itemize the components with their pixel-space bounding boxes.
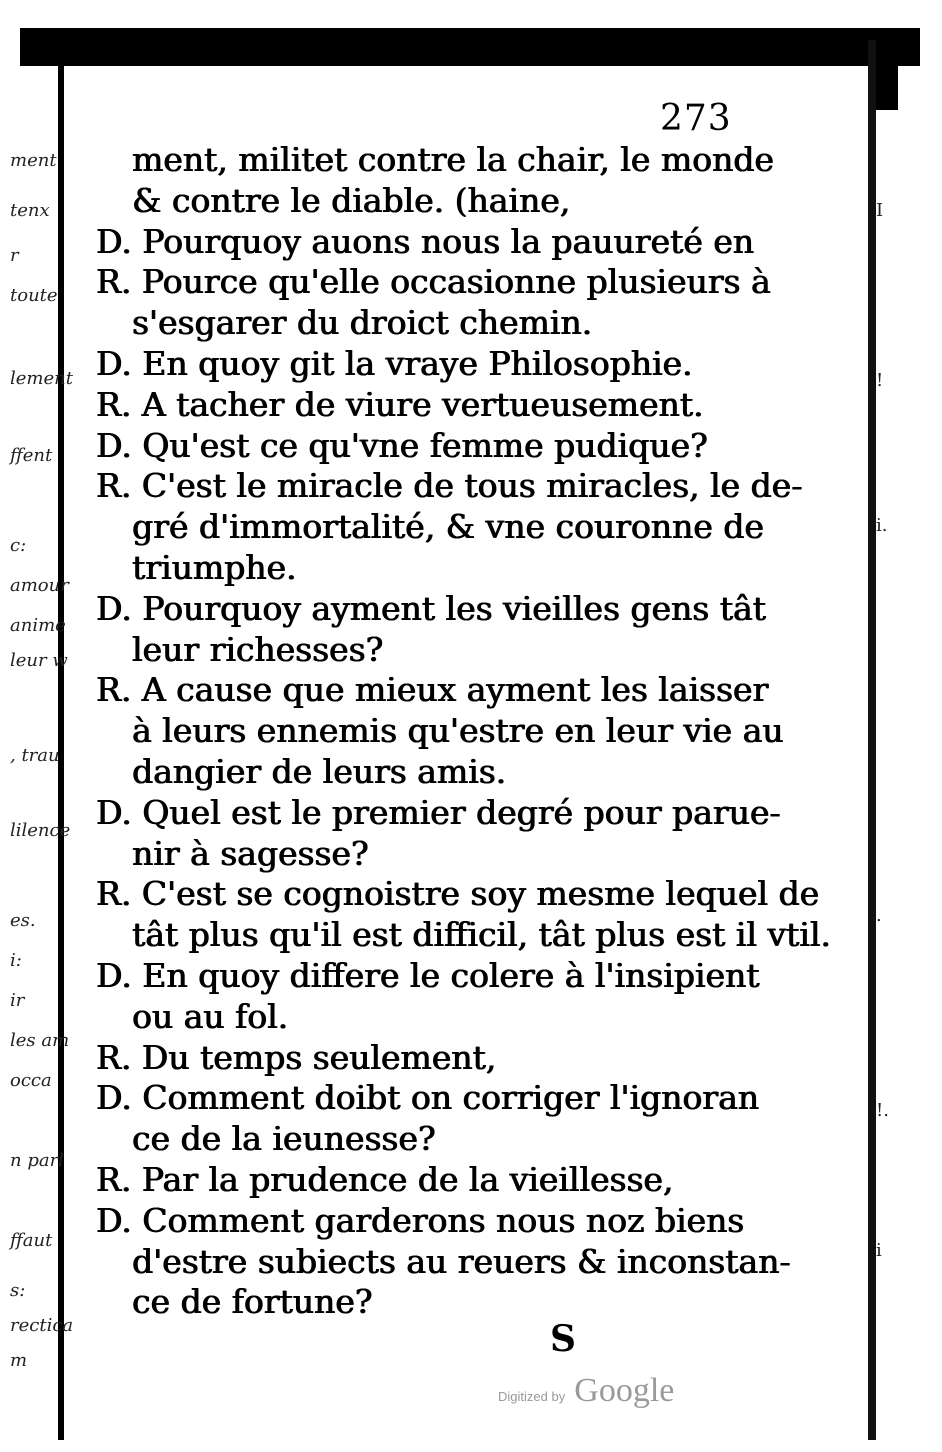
page-right-edge [868, 40, 876, 1440]
margin-fragment: i: [10, 950, 22, 971]
margin-fragment: s: [10, 1280, 26, 1301]
margin-fragment: es. [10, 910, 36, 931]
margin-fragment: i. [876, 515, 888, 536]
answer-line: R. A tacher de viure vertueusement. [96, 384, 704, 424]
margin-fragment: i [876, 1240, 882, 1261]
margin-fragment: r [10, 245, 19, 266]
question-line: D. Pourquoy auons nous la pauureté en [96, 221, 755, 261]
margin-fragment: m [10, 1350, 28, 1371]
text-line: gré d'immortalité, & vne couronne de [132, 507, 764, 547]
margin-fragment: amour [10, 575, 69, 596]
text-line: dangier de leurs amis. [132, 751, 507, 791]
margin-fragment: c: [10, 535, 27, 556]
margin-fragment: !. [876, 1100, 889, 1121]
signature-mark: S [550, 1318, 576, 1360]
text-line: d'estre subiects au reuers & inconstan- [132, 1241, 791, 1281]
text-line: ment, militet contre la chair, le monde [132, 140, 774, 179]
question-line: D. Quel est le premier degré pour parue- [96, 792, 781, 832]
answer-line: R. Du temps seulement, [96, 1037, 497, 1077]
question-line: D. Comment doibt on corriger l'ignoran [96, 1078, 760, 1118]
margin-fragment: anime [10, 615, 66, 636]
margin-fragment: lement [10, 368, 73, 389]
margin-fragment: lilence [10, 820, 71, 841]
text-line: & contre le diable. (haine, [132, 180, 571, 220]
margin-fragment: n parl [10, 1150, 64, 1171]
question-line: D. En quoy differe le colere à l'insipient [96, 955, 760, 995]
text-line: ce de fortune? [132, 1282, 373, 1322]
text-line: ce de la ieunesse? [132, 1119, 436, 1159]
margin-fragment: . [876, 905, 882, 926]
margin-fragment: I [876, 200, 884, 221]
text-line: tât plus qu'il est difficil, tât plus est il vtil. [132, 915, 831, 955]
scan-right-shadow [876, 40, 898, 110]
margin-fragment: les am [10, 1030, 70, 1051]
text-line: nir à sagesse? [132, 833, 369, 873]
margin-fragment: occa [10, 1070, 52, 1091]
answer-line: R. Par la prudence de la vieillesse, [96, 1159, 674, 1199]
margin-fragment: ! [876, 370, 884, 391]
body-text [96, 140, 831, 1323]
question-line: D. Qu'est ce qu'vne femme pudique? [96, 425, 708, 465]
text-line: ou au fol. [132, 996, 289, 1036]
margin-fragment: ment [10, 150, 57, 171]
question-line: D. Comment garderons nous noz biens [96, 1200, 745, 1240]
margin-fragment: toute [10, 285, 58, 306]
margin-fragment: , trau [10, 745, 60, 766]
margin-fragment: leur w [10, 650, 68, 671]
digitized-watermark [498, 1372, 674, 1410]
page-left-edge [58, 40, 64, 1440]
text-line: triumphe. [132, 547, 297, 587]
watermark-prefix: Digitized by [498, 1389, 566, 1404]
question-line: D. Pourquoy ayment les vieilles gens tât [96, 588, 766, 628]
margin-fragment: ir [10, 990, 25, 1011]
margin-fragment: ffaut [10, 1230, 53, 1251]
question-line: D. En quoy git la vraye Philosophie. [96, 343, 693, 383]
answer-line: R. C'est le miracle de tous miracles, le de- [96, 466, 803, 506]
text-line: leur richesses? [132, 629, 384, 669]
answer-line: R. Pource qu'elle occasionne plusieurs à [96, 262, 771, 302]
answer-line: R. A cause que mieux ayment les laisser [96, 670, 769, 710]
text-line: à leurs ennemis qu'estre en leur vie au [132, 711, 784, 751]
margin-fragment: rectica [10, 1315, 74, 1336]
scan-top-border [20, 28, 920, 66]
margin-fragment: tenx [10, 200, 50, 221]
margin-fragment: ffent [10, 445, 53, 466]
text-line: s'esgarer du droict chemin. [132, 303, 593, 343]
page-number: 273 [660, 98, 732, 139]
answer-line: R. C'est se cognoistre soy mesme lequel de [96, 874, 820, 914]
google-logo: Google [574, 1372, 675, 1409]
